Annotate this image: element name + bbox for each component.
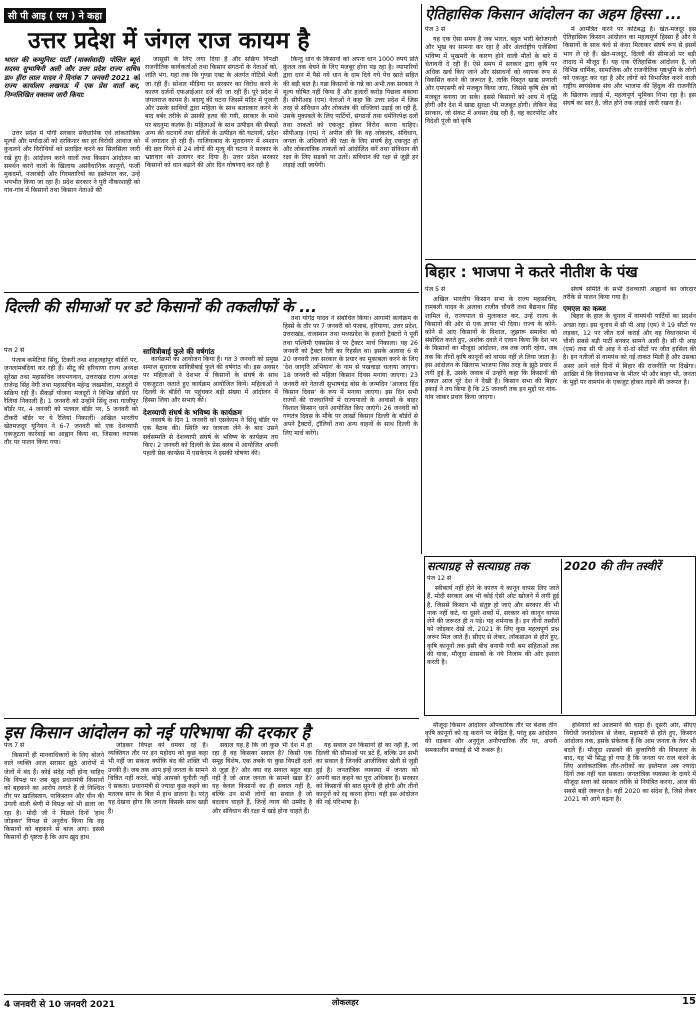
footer-page-number: 15 [682,996,696,1007]
bottom-col1-text: किसानों ही मानवाधिकारों के लिए बोलने वाले व्यक्ति आज सरासर झूठे आरोपों में जेलों में बंद हैं। कोई संदेह नहीं होना चाहिए कि विपक्ष पर जब खुद प्रधानमंत्री किसानों को बहकाने का आरोप लगाते हैं तो निश्चित तौर पर खालिस्तान, पाकिस्तान और चीन की उंगली वाली श्रेणी में विपक्ष को भी डाला जा रहा है। मोदी जी ने पिछले दिनों 'हाथ जोड़कर' विपक्ष से अनुरोध किया कि वह किसानों को बहकाने से बाज आए। इससे किसानों ही धृष्टता है कि आप ख़ुद हाथ [4,752,104,842]
satyagraha-col1b-text: मौजूदा किसान आंदोलन औपचारिक तौर पर बेशक तीन कृषि कानूनों को रद्द कराने पर केंद्रित है, परंतु इस आंदोलन की धड़कन और अनुगूंज अनौपचारिक तौर पर, अपनी समकालीन सच्चाई से भी रूबरू है। [425,722,557,754]
footer-rule [4,994,696,995]
horizontal-divider-bihar [425,259,696,260]
bihar-col2 [563,286,696,552]
top-left-intro-text: भारत की कम्युनिस्ट पार्टी (मार्क्सवादी) पोलित ब्यूरो सदस्य सुभाषिनी अली और उत्तर प्रदेश राज्य सचिव डा० हीरा लाल यादव ने दिनांक 7 जनवरी 2021 को राज्य कार्यालय लखनऊ में एक प्रेस वार्ता कर, निम्नलिखित वक्तव्य जारी किया: [4,56,140,100]
delhi-col2-subhead: सावित्रीबाई फुले की वर्षगांठ [143,347,215,356]
delhi-article [4,295,418,715]
bottom-article [4,720,418,990]
tasveeren-article [564,559,694,713]
satyagraha-headline: सत्याग्रह से सत्याग्रह तक [427,559,529,573]
top-right-col2-text: में आमंत्रित करने पर कटिबद्ध है। खेत-मजदूर इस ऐतिहासिक किसान आंदोलन का महत्वपूर्ण हिस्सा हैं और वे किसानों के साथ कंधे से कंधा मिलाकर संघर्ष रूप से इसमें भाग ले रहे हैं। खेत-मजदूर, दिल्ली की सीमाओं पर बड़ी तादाद में मौजूद हैं। यह एक ऐतिहासिक आंदोलन है, जो विभिन्न धार्मिक, सामाजिक और राजनीतिक पृष्ठभूमि के लोगों को एकजुट कर रहा है और लोगों को विभाजित करने वाली राष्ट्रीय स्वयंसेवक संघ और भाजपा की हिंदुत्व की राजनीति के खिलाफ लड़ाई में, महत्वपूर्ण भूमिका निभा रहा है। इस संघर्ष का सार है, जीत होने तक लड़ाई जारी रखना है। [563,26,696,107]
top-left-headline: उत्तर प्रदेश में जंगल राज कायम है [28,27,310,54]
bihar-col1-text: अखिल भारतीय किसान सभा के राज्य महासचिव, रामबली यादव के अलावा राजीव चौधरी तथा बैद्यनाथ सिंह शामिल थे, राज्यपाल से मुलाकात कर, उन्हें राज्य के किसानों की ओर से एक ज्ञापन भी दिया। राज्य के कोने-कोने से आए किसानों के विशाल, जुझारू समावेश को संबोधित करते हुए, अशोक दवले ने एलान किया कि देश भर के किसानों का मौजूदा आंदोलन, तब तक जारी रहेगा, जब तक कि तीनों कृषि कानूनों को वापस नहीं ले लिया जाता है। इस आंदोलन के खिलाफ भाजपा जिस तरह के झूठे प्रचार में लगी हुई है, उसके जवाब में उन्होंने कहा कि किसानों की ताकत आज पूरे देश ने देखी है। किसान सभा की बिहार इकाई ने तय किया है कि 25 जनवरी तक इन मुद्दों पर गांव-गांव जाकर प्रचार किया जाएगा। [425,296,557,402]
satyagraha-col1 [427,575,559,713]
page-footer [0,996,700,1011]
delhi-col3-text: तथा योगेंद्र यादव ने संबोधित किया। आगामी कार्यक्रम के हिस्से के तौर पर 7 जनवरी को पंजाब, हरियाणा, उत्तर प्रदेश, उत्तराखंड, राजस्थान तथा मध्यप्रदेश के हजारों ट्रैक्टरों ने पूर्वी तथा पश्चिमी एक्सप्रेस वे पर ट्रैक्टर मार्च निकाला। यह 26 जनवरी को ट्रैक्टर रैली का रिहर्सल था। इसके अलावा 6 से 20 जनवरी तक सरकार के प्रचार का मुकाबला करने के लिए 'देश जागृति अभियान' के नाम से पखवाड़ा चलाया जाएगा। 18 जनवरी को महिला किसान दिवस मनाया जाएगा। 23 जनवरी को नेताजी सुभाषचंद्र बोस के जन्मदिन 'आजाद हिंद किसान दिवस' के रूप में मनाया जाएगा। इस दिन सभी राज्यों की राजधानियों में राज्यपालों के आवासों के बाहर विशाल किसान धरने आयोजित किए जाएंगे। 26 जनवरी को गणतंत्र दिवस के मौके पर लाखों किसान दिल्ली के बॉर्डरों से अपने ट्रैक्टरों, ट्रॉलियों तथा अन्य वाहनों के साथ दिल्ली के लिए मार्च करेंगे। [283,315,418,437]
delhi-col1 [4,347,138,713]
top-left-col1-text: उत्तर प्रदेश में योगी सरकार संवैधानिक एवं लोकतांत्रिक मूल्यों और मर्यादाओं को दरकिनार कर हर विरोधी आवाज को कुचलने और विरोधियों को प्रताड़ित करने का सिलसिला जारी रखे हुए है। आंदोलन करने वालों तथा किसान आंदोलन का समर्थन करने वालों के खिलाफ असंवैधानिक कानूनों, फर्जी मुकदमों, नजरबंदी और गिरफ्तारियों का इस्तेमाल कर, उन्हें भयभीत किया जा रहा है। प्रदेश सरकार ने पूरी नौकरशाही को गांव-गांव में किसानों तथा किसान नेताओं की [4,130,140,195]
bottom-col2-text: जोड़कर विपक्ष को धमका रहे हैं। व्यक्तिगत तौर पर इन महोदय को कुछ कहा भी नहीं जा सकता क्योंकि बंद की शक्ति भी उनकी है। जब तक आप इन्हें जनता के सामने चित्रित नहीं करते, कोई आपको चुनौती नहीं दे सकता। प्रधानमंत्री से ज्यादा कुछ कहने का मतलब सांप के बिल में हाथ डालना है। परंतु यह देखना होगा कि जनता किसके साथ खड़ी है। [108,742,208,815]
bihar-col2-text: संघर्ष समिति के सभी देशव्यापी आह्वानों का जोरदार तरीके से पालन किया गया है। [563,286,696,302]
bihar-col1 [425,286,557,552]
top-left-article [4,4,418,290]
delhi-dateline: पेज 2 से [4,347,25,354]
footer-date: 4 जनवरी से 10 जनवरी 2021 [4,1000,115,1010]
bottom-col1 [4,742,104,990]
bihar-col2b-text: बिहार के हाल के चुनाव में वामपंथी पार्टियों का प्रदर्शन अच्छा रहा। इस चुनाव में सी पी आइ (एम) ने 19 सीटों पर लड़कर, 12 पर जीत दर्ज कराई और वह विधानसभा में चौथी सबसे बड़ी पार्टी बनकर सामने आयी है। सी पी आइ (एम) तथा सी पी आइ ने दो-दो सीटों पर जीत हासिल की है। इन नतीजों से वामपंथ को नई ताकत मिली है और उसका असर आने वाले दिनों में बिहार की राजनीति पर दिखेगा। आखिर में कि विधानसभा के भीतर भी और बाहर भी, जनता के मुद्दों पर वामपंथ के एकजुट होकर लड़ने की जरूरत है। [563,313,696,386]
bottom-col3 [212,742,312,990]
top-left-intro [4,56,140,126]
bottom-col2 [108,742,208,990]
delhi-col2b-text: नववर्ष के दिन 1 जनवरी को एसकेएम ने सिंधू बॉर्डर पर एक बैठक की। स्थिति का जायजा लेने के बाद उसने सर्वसम्मति से देशव्यापी संघर्ष के भविष्य के कार्यक्रम तय किए। 2 जनवरी को दिल्ली के प्रेस क्लब में आयोजित अपनी पहली प्रेस कान्फ्रेंस में एसकेएम ने इसकी घोषणा की। [143,417,278,457]
delhi-headline: दिल्ली की सीमाओं पर डटे किसानों की तकलीफों के ... [4,298,317,316]
tasveeren-headline: 2020 की तीन तस्वीरें [564,559,661,573]
delhi-col2-subhead-2: देशव्यापी संघर्ष के भविष्य के कार्यक्रम [143,408,242,418]
satyagraha-article [427,559,559,713]
bihar-headline: बिहार : भाजपा ने कतरे नीतीश के पंख [425,263,638,281]
top-left-col1 [4,130,140,290]
bottom-col3-text: सवाल यह है कि जो कुछ भी देश में हो रहा है वह किसका सवाल है? किसी एक समूह विशेष, एक तबके या कुछ विपक्षी दलों से जुड़ा है? और क्या वह सवाल बहुत बड़ा नहीं है जो आज जनता के सामने खड़ा है? यह केवल किसानों का ही सवाल नहीं है, बल्कि उन सभी लोगों का सवाल है जो बदलाव चाहते हैं, जिन्हें न्याय की उम्मीद है और संविधान की रक्षा में खड़े होना चाहते हैं। [212,742,312,815]
tasveeren-col1-text: हथियारों को आजमाने की चाहा है। दूसरी ओर, सीएए विरोधी जनांदोलन से लेकर, महामारी से होते हुए, किसान आंदोलन तक, इसके संकेतक हैं कि आम जनता के तेवर भी बदले हैं। मौजूदा शासकों की कुत्तागिरी की विफलता के बाद, यह भी सिद्ध हो गया है कि जनता पर राज करने के लिए अलोकतांत्रिक तौर-तरीकों का इस्तेमाल अब ज्यादा दिनों तक नहीं चल सकता। जनतांत्रिक व्यवस्था के दायरे में मौजूदा सत्ता को सरकार तरीके से नियंत्रित करना, आज की सबसे बड़ी जरूरत है। यहीं 2020 का संदेश है, जिसे लेकर 2021 को आगे बढ़ना है। [564,722,696,803]
satyagraha-inner-divider [561,559,562,714]
bihar-article [425,262,696,552]
delhi-col1-text: पंजाब कमेटियां सिंधू, टिकरी तथा शाहजहांपुर बॉर्डरों पर, जनलामबंदियां कर रही हैं। सीटू की हरियाणा राज्य अध्यक्ष सुरेखा तथा महासचिव जयभगवान, उत्तराखंड राज्य अध्यक्ष राजेन्द्र सिंह नेगी तथा महासचिव महेन्द्र जखमोला, मजदूरों में सक्रिय रही हैं। सैकड़ों योजना मजदूरों ने विभिन्न बॉर्डरों पर रैलियां निकाली हैं। 1 जनवरी को उन्होंने सिंधू तथा गाजीपुर बॉर्डर पर, 4 जनवरी को पलवल बॉर्डर पर, 5 जनवरी को टीकरी बॉर्डर पर ये रैलियां निकालीं। अखिल भारतीय खेतमजदूर यूनियन ने 6-7 जनवरी को एक देशव्यापी एकजुटता कार्रवाई का आह्वान किया था, जिसका व्यापक तौर पर पालन किया गया। [4,357,138,447]
delhi-col3 [283,315,418,713]
satyagraha-col1-text: स्वीकार्य नहीं होने के कारण ये कानून वापस लिए जाते हैं, मोदी सरकार अब भी कोई ऐसी ओट खोजने में लगी हुई है, जिससे किसान भी संतुष्ट हो जाएं और सरकार की भी नाक नहीं कटे, या दूसरे शब्दों में, सरकार को कानून वापस लेने की जरूरत ही न पड़े। यह शर्मनाक है। इन तीनों तस्वीरों को जोड़कर देखें तो, 2021 के लिए कुछ महत्वपूर्ण प्रश्न जरूर मिल जाते हैं। सीएए से लेकर, लॉकडाउन से होते हुए, कृषि कानूनों तक इसी बीच बनायी गयी श्रम संहिताओं तक की यात्रा, मौजूदा शासकों के नये निजाम की ओर इशारा करती है। [427,585,559,666]
top-right-article [425,4,696,256]
top-right-col2 [563,26,696,256]
top-right-dateline: पेज 3 से [425,26,446,33]
top-right-col1-text: यह एक ऐसा समय है जब भारत, बहुत भारी बेरोजगारी और भूख का सामना कर रहा है और अंतर्राष्ट्रीय एजेंसियां भविष्य में भुखमरी के कारण होने वाली मौतों के बारे में चेतावनी दे रही हैं। ऐसे समय में सरकार द्वारा कृषि पर अधिक खर्च किए जाने और संसाधनों को व्यापक रूप से विकसित करने की जरूरत है, ताकि विस्तृत खाद्य प्रणाली और एमएसपी को मजबूत किया जाए, जिससे कृषि क्षेत्र को मजबूत बनाया जा सके। इससे किसानों को आय में वृद्धि होगी और देश में खाद्य सुरक्षा भी मजबूत होगी। लेकिन केंद्र सरकार, जो संकट में अवसर देख रही है, वह कारपोरेट और विदेशी पूंजी को कृषि [425,36,557,126]
bottom-headline: इस किसान आंदोलन को नई परिभाषा की दरकार है [4,723,311,742]
top-right-headline: ऐतिहासिक किसान आंदोलन का अहम हिस्सा ... [425,7,682,23]
top-left-kicker: सी पी आइ ( एम ) ने कहा [4,8,106,23]
top-left-col3 [283,56,418,290]
horizontal-divider-delhi [4,292,419,293]
bihar-dateline: पेज 5 से [425,286,446,293]
horizontal-divider-bottom [4,718,419,719]
bottom-col4 [316,742,418,990]
delhi-col2-text: कार्यक्रमों का आयोजन किया है। गत 3 जनवरी को प्रमुख समाज सुधारक सावित्रीबाई फुले की वर्षगांठ थी। इस अवसर पर महिलाओं ने देशभर में किसानों के संघर्ष के साथ एकजुटता जताते हुए कार्यक्रम आयोजित किये। महिलाओं ने दिल्ली के बॉर्डरों पर पहुंचकर बड़ी संख्या में आंदोलन में हिस्सा लिया और सभाएं कीं। [143,356,278,404]
bottom-dateline: पेज 7 से [4,742,25,749]
top-right-col1 [425,26,557,256]
delhi-col2 [143,347,278,713]
bottom-col4-text: यह सवाल उन किसानों ही का नहीं है, जो दिल्ली की सीमाओं पर डटे हैं, बल्कि उन सभी का सवाल है जिनकी आजीविका खेती से जुड़ी हुई है। जनतांत्रिक व्यवस्था में जनता को अपनी बात कहने का पूरा अधिकार है। सरकार को किसानों की बात सुननी ही होगी और तीनों कानूनों को रद्द करना होगा। यही इस आंदोलन की नई परिभाषा है। [316,742,418,807]
satyagraha-col1b [425,722,557,990]
footer-paper: लोकलहर [332,998,359,1007]
satyagraha-dateline: पेज 12 से [427,575,452,582]
tasveeren-col1 [564,722,696,990]
vertical-divider-top [421,4,422,554]
top-left-col2-text: जासूसी के लिए लगा दिया है और सक्रिय विपक्षी राजनीतिक कार्यकर्ताओं तथा किसान संगठनों के नेताओं को, शांति भंग, यहां तक कि गुण्डा एक्ट के अंतर्गत नोटिसें भेजी जा रही हैं। सोशल मीडिया पर सरकार का विरोध करने के कारण दर्जनों एफआईआर दर्ज की जा रही हैं। पूरे प्रदेश में जंगलराज कायम है। बदायूं की घटना जिसमें मंदिर में पुजारी और उसके साथियों द्वारा महिला के साथ बलात्कार करने के बाद बर्बर तरीके से उसकी हत्या की गयी, सरकार के माथे पर बदनुमा कलंक है। महिलाओं के साथ उत्पीड़न की सैकड़ों अन्य की घटनायें तथा दलितों के उत्पीड़न की घटनायें, प्रदेश में लगातार हो रही हैं। गाजियाबाद के मुरादनगर में श्मशान की छत गिरने से 24 लोगों की मृत्यु की घटना ने सरकार के भ्रष्टाचार को उजागर कर दिया है। उत्तर प्रदेश सरकार किसानों को धान बढ़ाने की ओर दिन घोषणाएं कर रही है [145,56,278,170]
top-left-col3-text: किन्तु धान के किसानों को अपना धान 1000 रुपये प्रति कुंतल तक बेचने के लिए मजबूर होना पड़ रहा है। व्यापारियों द्वारा धान में पैसे नये धान के दाम दिये गये पेंच खाते सहित की बड़ी बात है। गन्ना किसानों के गन्ने का अभी तक सरकार ने मूल्य घोषित नहीं किया है और हजारों करोड़ पिछला बकाया हैं। सीपीआइ (एम) नेताओं ने कहा कि उत्तर प्रदेश में जिस तरह से संविधान और लोकतंत्र की धज्जियां उड़ाई जा रही हैं, उसके मुकाबले के लिए पार्टियों, संगठनों तथा धर्मनिरपेक्ष दलों तथा ताकतों को एकजुट होकर विरोध करना चाहिए। सीपीआइ (एम) ने अपील की कि वह लोकतंत्र, संविधान, जनता के अधिकारों की रक्षा के लिए संघर्ष हेतु एकजुट हो और लोकतांत्रिक ताकतों को आंदोलित करें तथा संविधान की रक्षा के लिए सड़कों पर उतरें। संविधान की रक्षा से जुड़ी हर लड़ाई लड़ी जायेगी। [283,56,418,170]
bihar-col2-subhead: एमएल का कब्ज [563,304,606,314]
top-left-col2 [145,56,278,290]
